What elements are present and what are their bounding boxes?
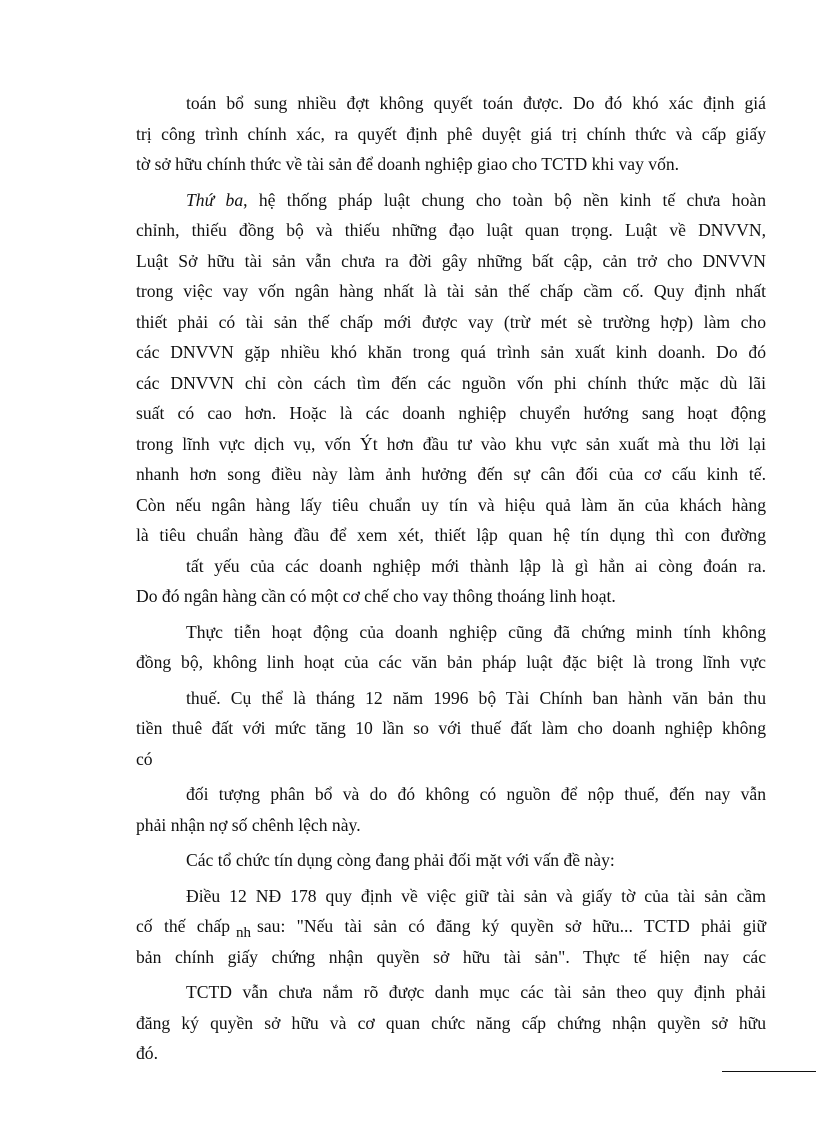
line-text: có bbox=[136, 748, 153, 769]
line-text: Các tổ chức tín dụng còng đang phải đối mặt với vấn đề này: bbox=[186, 850, 615, 870]
line-text: đăng ký quyền sở hữu và cơ quan chức năng cấp chứng nhận quyền sở hữu bbox=[136, 1012, 766, 1033]
text-line bbox=[136, 683, 766, 714]
line-text: đồng bộ, không linh hoạt của các văn bản pháp luật đặc biệt là trong lĩnh vực bbox=[136, 652, 766, 672]
text-line bbox=[136, 713, 766, 744]
line-text: phải nhận nợ số chênh lệch này. bbox=[136, 814, 361, 835]
text-line bbox=[136, 1008, 766, 1039]
text-line bbox=[136, 185, 766, 216]
line-text: trong việc vay vốn ngân hàng nhất là tài sản thế chấp cầm cố. Quy định nhất bbox=[136, 281, 766, 301]
line-text: thiết phải có tài sản thế chấp mới được vay (trừ mét sè trường hợp) làm cho bbox=[136, 311, 766, 332]
paragraph bbox=[136, 88, 766, 180]
text-line bbox=[136, 398, 766, 429]
line-text: toán bổ sung nhiều đợt không quyết toán được. Do đó khó xác định giá bbox=[186, 93, 766, 113]
line-text: Còn nếu ngân hàng lấy tiêu chuẩn uy tín và hiệu quả làm ăn của khách hàng bbox=[136, 494, 766, 515]
line-text: TCTD vẫn chưa nắm rõ được danh mục các tài sản theo quy định phải bbox=[186, 982, 766, 1002]
line-text: thuế. Cụ thể là tháng 12 năm 1996 bộ Tài Chính ban hành văn bản thu bbox=[186, 687, 766, 708]
paragraph bbox=[136, 779, 766, 840]
stray-inline-text: nh bbox=[236, 925, 251, 941]
line-text: các DNVVN gặp nhiều khó khăn trong quá trình sản xuất kinh doanh. Do đó bbox=[136, 342, 766, 362]
text-line bbox=[136, 429, 766, 460]
line-text: Thực tiễn hoạt động của doanh nghiệp cũng đã chứng minh tính không bbox=[186, 621, 766, 642]
line-text: trị công trình chính xác, ra quyết định phê duyệt giá trị chính thức và cấp giấy bbox=[136, 123, 766, 144]
paragraph bbox=[136, 845, 766, 876]
text-line bbox=[136, 881, 766, 912]
paragraph bbox=[136, 683, 766, 775]
line-text: đó. bbox=[136, 1043, 158, 1063]
line-text: Điều 12 NĐ 178 quy định về việc giữ tài sản và giấy tờ của tài sản cầm bbox=[186, 885, 766, 906]
line-text: bản chính giấy chứng nhận quyền sở hữu tài sản". Thực tế hiện nay các bbox=[136, 946, 766, 967]
text-line bbox=[136, 459, 766, 490]
text-line bbox=[136, 88, 766, 119]
line-text: chỉnh, thiếu đồng bộ và thiếu những đạo luật quan trọng. Luật về DNVVN, bbox=[136, 220, 766, 240]
text-line bbox=[136, 744, 766, 775]
text-line bbox=[136, 215, 766, 246]
text-line bbox=[136, 1038, 766, 1069]
line-text: Do đó ngân hàng cần có một cơ chế cho vay thông thoáng linh hoạt. bbox=[136, 586, 616, 606]
emphasized-text: Thứ ba bbox=[186, 189, 244, 210]
text-line bbox=[136, 647, 766, 678]
text-line bbox=[136, 942, 766, 973]
paragraph bbox=[136, 881, 766, 973]
paragraph bbox=[136, 617, 766, 678]
text-line bbox=[136, 276, 766, 307]
footnote-separator-line bbox=[722, 1071, 816, 1072]
line-text: trong lĩnh vực dịch vụ, vốn Ýt hơn đầu tư vào khu vực sản xuất mà thu lời lại bbox=[136, 433, 766, 454]
line-text: tiền thuê đất với mức tăng 10 lần so với thuế đất làm cho doanh nghiệp không bbox=[136, 718, 766, 738]
text-line bbox=[136, 368, 766, 399]
text-line bbox=[136, 119, 766, 150]
line-text: cố thế chấp bbox=[136, 916, 230, 936]
line-text: các DNVVN chỉ còn cách tìm đến các nguồn vốn phi chính thức mặc dù lãi bbox=[136, 372, 766, 393]
line-text: tờ sở hữu chính thức về tài sản để doanh nghiệp giao cho TCTD khi vay vốn. bbox=[136, 154, 680, 174]
text-line bbox=[136, 845, 766, 876]
text-line bbox=[136, 149, 766, 180]
text-line bbox=[136, 911, 766, 942]
line-text: là tiêu chuẩn hàng đầu để xem xét, thiết lập quan hệ tín dụng thì con đường bbox=[136, 525, 766, 545]
text-line bbox=[136, 977, 766, 1008]
text-line bbox=[136, 337, 766, 368]
paragraph bbox=[136, 185, 766, 612]
line-text-continued: sau: "Nếu tài sản có đăng ký quyền sở hữu... TCTD phải giữ bbox=[257, 916, 766, 936]
text-line bbox=[136, 246, 766, 277]
text-line bbox=[136, 810, 766, 841]
line-text: Luật Sở hữu tài sản vẫn chưa ra đời gây những bất cập, cản trở cho DNVVN bbox=[136, 250, 766, 271]
body-text bbox=[136, 88, 766, 1074]
line-text: nhanh hơn song điều này làm ảnh hưởng đến sự cân đối của cơ cấu kinh tế. bbox=[136, 464, 766, 484]
line-text: đối tượng phân bổ và do đó không có nguồn để nộp thuế, đến nay vẫn bbox=[186, 784, 766, 804]
text-line bbox=[136, 617, 766, 648]
text-line bbox=[136, 551, 766, 582]
text-line bbox=[136, 520, 766, 551]
text-line bbox=[136, 581, 766, 612]
text-line bbox=[136, 307, 766, 338]
paragraph bbox=[136, 977, 766, 1069]
line-text: tất yếu của các doanh nghiệp mới thành lập là gì hẳn ai còng đoán ra. bbox=[186, 555, 766, 576]
line-text: , hệ thống pháp luật chung cho toàn bộ nền kinh tế chưa hoàn bbox=[243, 189, 767, 210]
text-line bbox=[136, 490, 766, 521]
text-line bbox=[136, 779, 766, 810]
line-text: suất có cao hơn. Hoặc là các doanh nghiệp chuyển hướng sang hoạt động bbox=[136, 403, 766, 423]
